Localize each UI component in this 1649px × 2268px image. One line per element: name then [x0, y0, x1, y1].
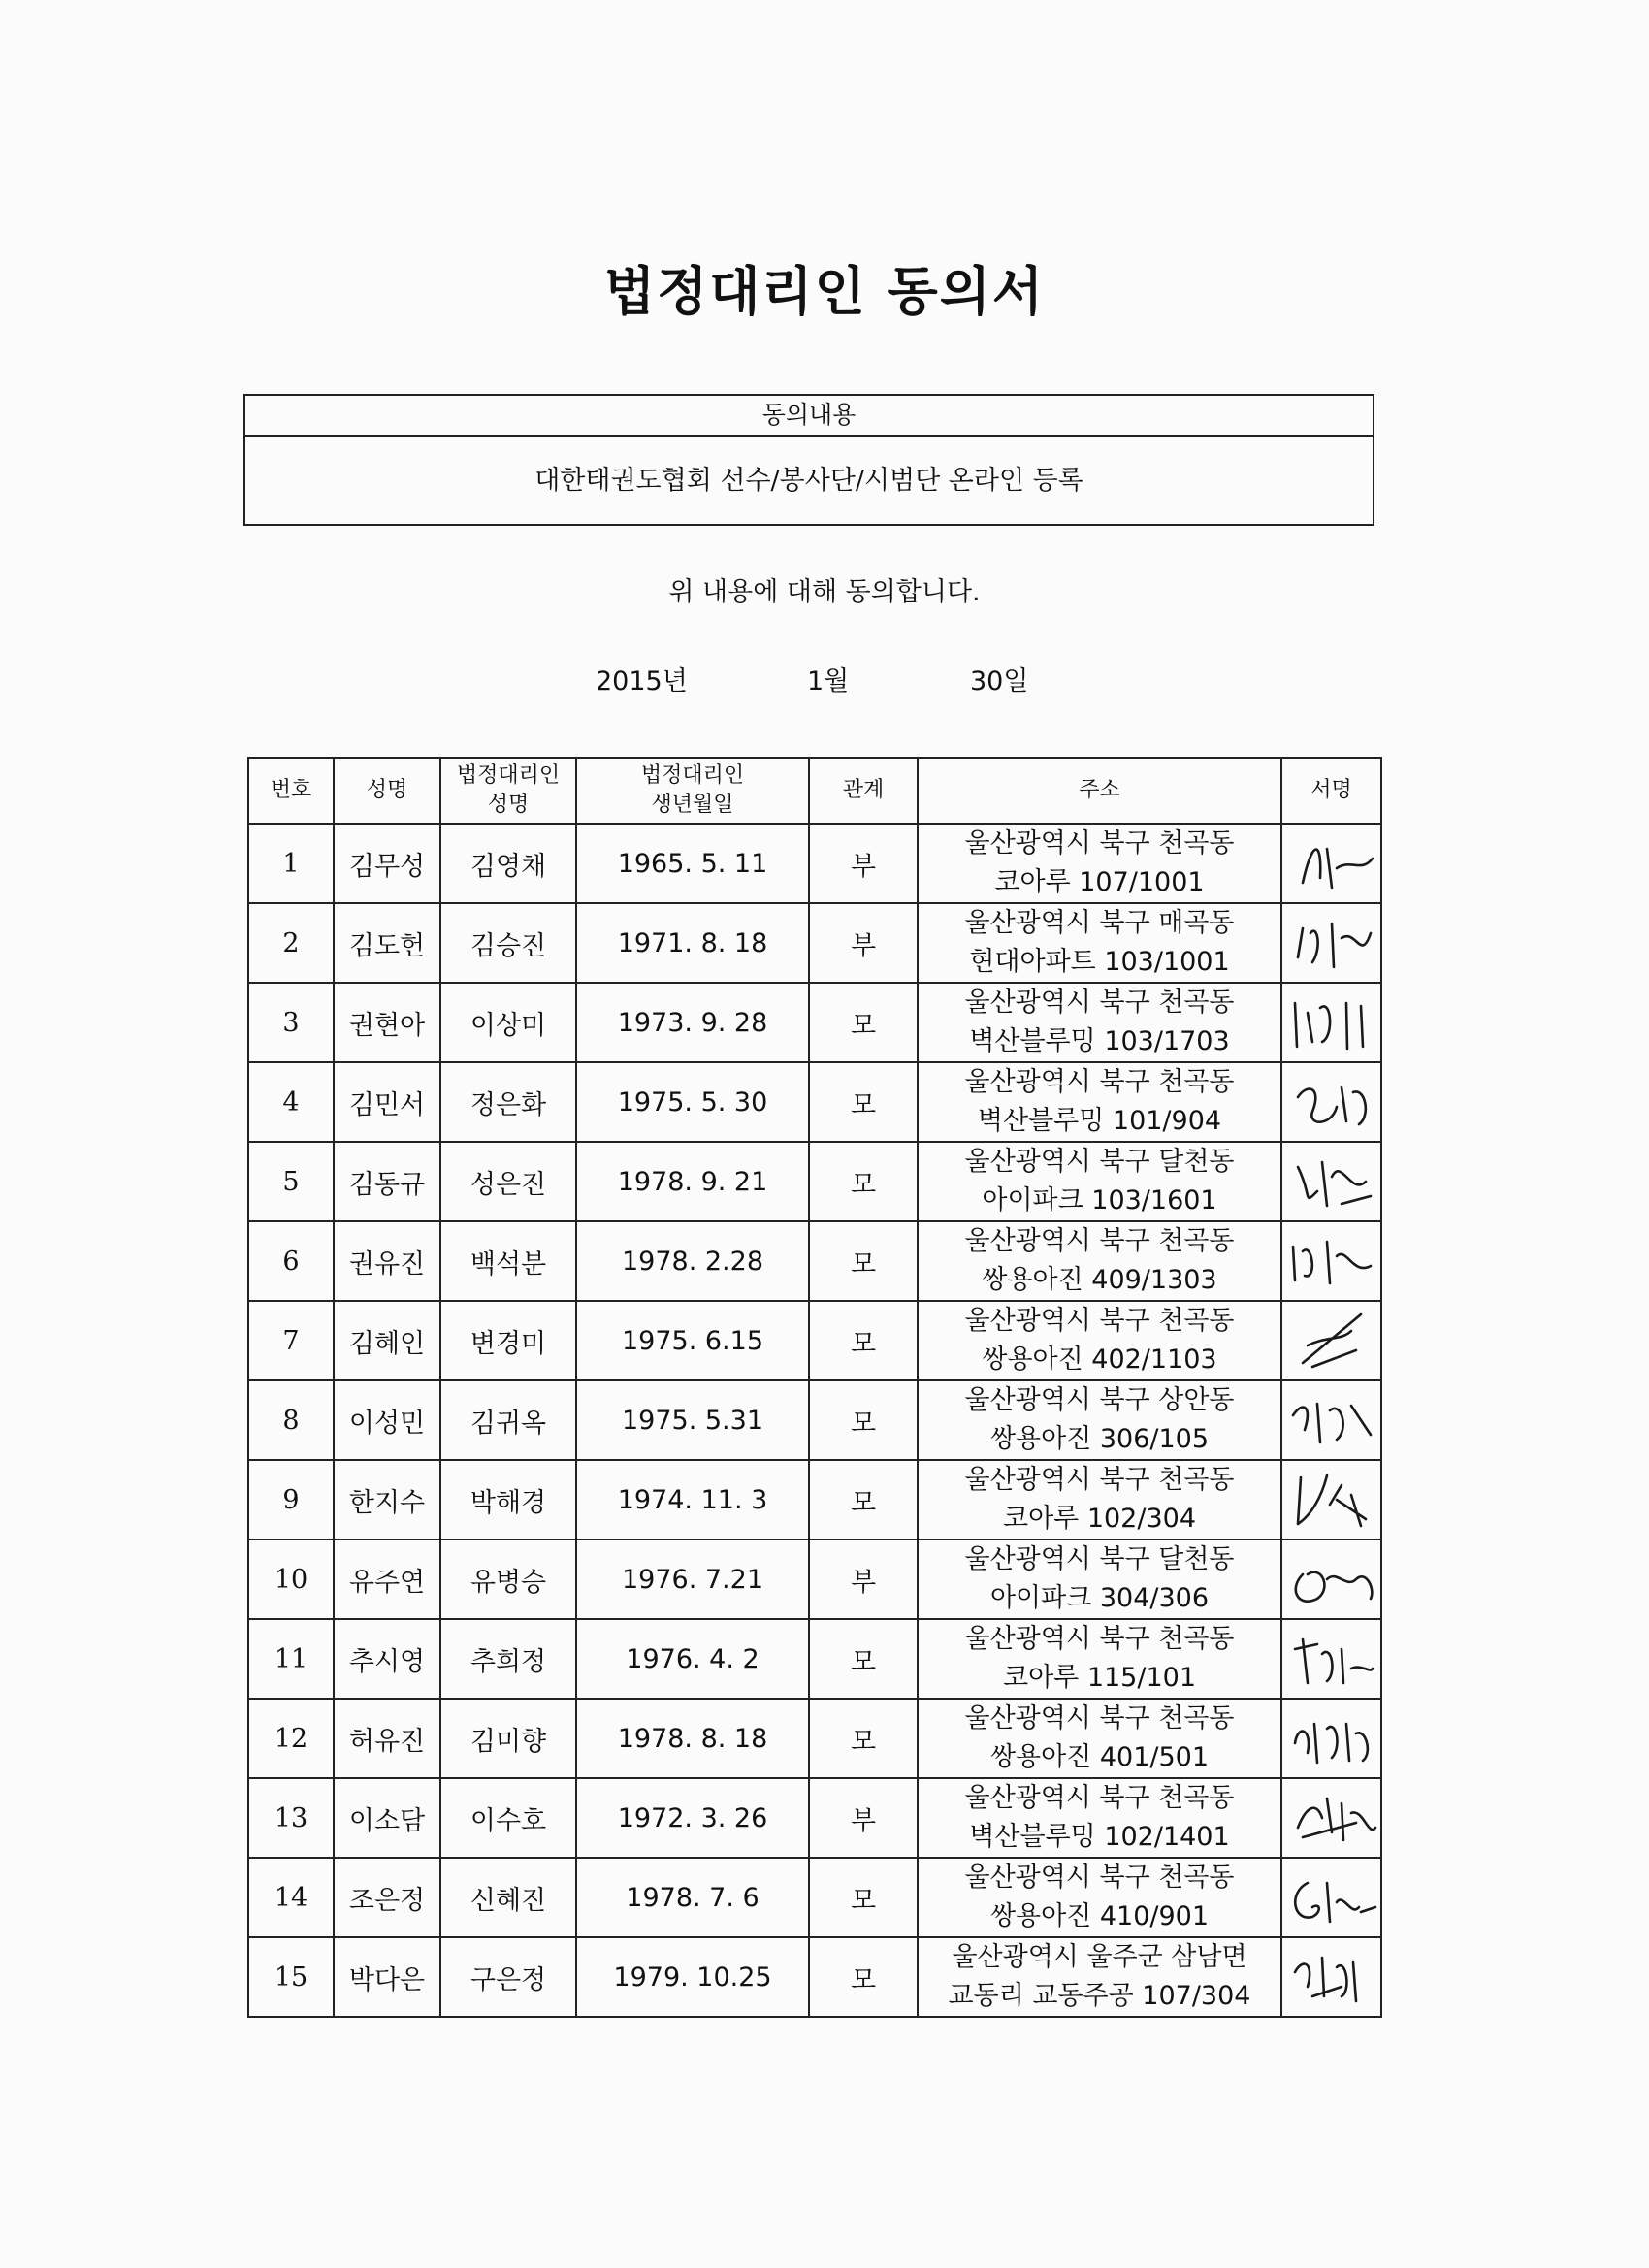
row-guardian-birth: 1971. 8. 18	[576, 903, 809, 983]
row-address-line2: 쌍용아진 409/1303	[982, 1265, 1217, 1295]
row-relation: 모	[809, 983, 918, 1062]
header-name: 성명	[334, 758, 440, 824]
guardian-table	[247, 757, 1382, 2018]
row-guardian-birth: 1975. 5. 30	[576, 1062, 809, 1142]
row-relation: 모	[809, 1221, 918, 1301]
row-guardian-name: 유병승	[440, 1539, 576, 1619]
header-guardian-name-line1: 법정대리인	[456, 763, 561, 788]
row-address-line2: 쌍용아진 401/501	[989, 1742, 1210, 1772]
row-signature	[1281, 1221, 1381, 1301]
row-guardian-name: 구은정	[440, 1937, 576, 2017]
signature-mark	[1283, 1784, 1380, 1852]
signature-mark	[1283, 1068, 1380, 1136]
table-row	[248, 824, 1381, 903]
table-body	[248, 824, 1381, 2017]
row-signature	[1281, 1539, 1381, 1619]
row-signature	[1281, 1142, 1381, 1221]
row-relation: 모	[809, 1301, 918, 1380]
row-address-line1: 울산광역시 북구 천곡동	[964, 1226, 1235, 1256]
row-address-line2: 현대아파트 103/1001	[969, 947, 1230, 977]
row-address	[918, 1062, 1281, 1142]
row-relation: 모	[809, 1380, 918, 1460]
row-address	[918, 1380, 1281, 1460]
row-signature	[1281, 1460, 1381, 1539]
row-name: 권유진	[334, 1221, 440, 1301]
row-name: 이성민	[334, 1380, 440, 1460]
row-number: 13	[248, 1778, 334, 1858]
signature-mark	[1283, 988, 1380, 1056]
row-address-line2: 벽산블루밍 101/904	[977, 1106, 1222, 1136]
row-number: 12	[248, 1699, 334, 1778]
row-address	[918, 1301, 1281, 1380]
row-address	[918, 1699, 1281, 1778]
signature-mark	[1283, 909, 1380, 977]
signature-mark	[1283, 1545, 1380, 1613]
consent-header: 동의내용	[245, 396, 1373, 437]
row-number: 8	[248, 1380, 334, 1460]
row-address-line1: 울산광역시 북구 매곡동	[964, 908, 1235, 938]
row-relation: 모	[809, 1937, 918, 2017]
row-address	[918, 1460, 1281, 1539]
row-guardian-birth: 1976. 7.21	[576, 1539, 809, 1619]
row-signature	[1281, 1858, 1381, 1937]
row-guardian-name: 추희정	[440, 1619, 576, 1699]
row-number: 11	[248, 1619, 334, 1699]
date-year: 2015년	[596, 666, 688, 697]
row-number: 3	[248, 983, 334, 1062]
row-name: 조은정	[334, 1858, 440, 1937]
signature-mark	[1283, 829, 1380, 897]
row-guardian-name: 변경미	[440, 1301, 576, 1380]
row-relation: 모	[809, 1142, 918, 1221]
row-address-line2: 코아루 107/1001	[994, 867, 1205, 897]
date-day: 30일	[970, 666, 1029, 697]
signature-mark	[1283, 1466, 1380, 1534]
header-guardian-name-line2: 성명	[487, 793, 530, 817]
row-number: 6	[248, 1221, 334, 1301]
row-relation: 부	[809, 1539, 918, 1619]
row-guardian-birth: 1973. 9. 28	[576, 983, 809, 1062]
row-guardian-birth: 1975. 5.31	[576, 1380, 809, 1460]
row-guardian-birth: 1978. 9. 21	[576, 1142, 809, 1221]
row-number: 10	[248, 1539, 334, 1619]
header-signature: 서명	[1281, 758, 1381, 824]
row-name: 김무성	[334, 824, 440, 903]
table-row	[248, 1221, 1381, 1301]
row-guardian-birth: 1974. 11. 3	[576, 1460, 809, 1539]
date-month: 1월	[807, 666, 850, 697]
row-name: 박다은	[334, 1937, 440, 2017]
table-row	[248, 1699, 1381, 1778]
row-address	[918, 1142, 1281, 1221]
row-guardian-birth: 1972. 3. 26	[576, 1778, 809, 1858]
row-signature	[1281, 824, 1381, 903]
row-guardian-birth: 1978. 2.28	[576, 1221, 809, 1301]
row-guardian-name: 김승진	[440, 903, 576, 983]
row-guardian-name: 정은화	[440, 1062, 576, 1142]
table-row	[248, 1937, 1381, 2017]
row-guardian-name: 김귀옥	[440, 1380, 576, 1460]
row-guardian-name: 백석분	[440, 1221, 576, 1301]
row-address	[918, 1221, 1281, 1301]
row-address	[918, 1539, 1281, 1619]
row-guardian-name: 이수호	[440, 1778, 576, 1858]
row-number: 14	[248, 1858, 334, 1937]
row-signature	[1281, 1062, 1381, 1142]
row-signature	[1281, 1937, 1381, 2017]
signature-mark	[1283, 1704, 1380, 1772]
signature-mark	[1283, 1227, 1380, 1295]
row-signature	[1281, 1778, 1381, 1858]
row-address	[918, 1858, 1281, 1937]
row-guardian-name: 김미향	[440, 1699, 576, 1778]
row-address-line1: 울산광역시 북구 천곡동	[964, 1306, 1235, 1336]
row-number: 1	[248, 824, 334, 903]
row-relation: 모	[809, 1858, 918, 1937]
row-name: 김동규	[334, 1142, 440, 1221]
row-name: 김도헌	[334, 903, 440, 983]
table-header-row	[248, 758, 1381, 824]
table-row	[248, 1460, 1381, 1539]
header-guardian-name	[440, 758, 576, 824]
row-address-line1: 울산광역시 북구 천곡동	[964, 1067, 1235, 1097]
row-guardian-name: 김영채	[440, 824, 576, 903]
table-row	[248, 1778, 1381, 1858]
row-name: 권현아	[334, 983, 440, 1062]
header-guardian-birth	[576, 758, 809, 824]
consent-content: 대한태권도협회 선수/봉사단/시범단 온라인 등록	[534, 466, 1083, 496]
row-relation: 부	[809, 903, 918, 983]
row-address-line2: 벽산블루밍 102/1401	[969, 1822, 1230, 1852]
row-address-line1: 울산광역시 북구 달천동	[964, 1147, 1235, 1177]
row-address-line1: 울산광역시 북구 천곡동	[964, 828, 1235, 859]
row-guardian-name: 신혜진	[440, 1858, 576, 1937]
row-address-line1: 울산광역시 북구 천곡동	[964, 988, 1235, 1018]
row-signature	[1281, 1699, 1381, 1778]
row-address-line1: 울산광역시 북구 천곡동	[964, 1863, 1235, 1893]
row-guardian-birth: 1975. 6.15	[576, 1301, 809, 1380]
row-signature	[1281, 1380, 1381, 1460]
row-address-line2: 쌍용아진 402/1103	[982, 1345, 1217, 1375]
signature-mark	[1283, 1148, 1380, 1215]
row-address-line1: 울산광역시 울주군 삼남면	[952, 1942, 1247, 1972]
row-relation: 모	[809, 1460, 918, 1539]
table-row	[248, 983, 1381, 1062]
signature-mark	[1283, 1386, 1380, 1454]
table-row	[248, 1619, 1381, 1699]
table-row	[248, 1539, 1381, 1619]
row-number: 9	[248, 1460, 334, 1539]
row-address-line1: 울산광역시 북구 상안동	[964, 1385, 1235, 1415]
row-guardian-birth: 1978. 8. 18	[576, 1699, 809, 1778]
row-guardian-birth: 1976. 4. 2	[576, 1619, 809, 1699]
row-relation: 모	[809, 1619, 918, 1699]
row-guardian-name: 이상미	[440, 983, 576, 1062]
row-address	[918, 1619, 1281, 1699]
row-address	[918, 824, 1281, 903]
row-number: 5	[248, 1142, 334, 1221]
header-relation: 관계	[809, 758, 918, 824]
row-address-line1: 울산광역시 북구 천곡동	[964, 1783, 1235, 1813]
row-address-line1: 울산광역시 북구 달천동	[964, 1544, 1235, 1574]
table-row	[248, 1142, 1381, 1221]
row-name: 추시영	[334, 1619, 440, 1699]
row-address-line2: 아이파크 304/306	[989, 1583, 1210, 1613]
row-signature	[1281, 1619, 1381, 1699]
signature-mark	[1283, 1625, 1380, 1693]
row-address-line2: 아이파크 103/1601	[982, 1185, 1217, 1215]
header-number: 번호	[248, 758, 334, 824]
page-title: 법정대리인 동의서	[603, 260, 1046, 322]
row-guardian-birth: 1978. 7. 6	[576, 1858, 809, 1937]
table-row	[248, 1858, 1381, 1937]
row-address	[918, 983, 1281, 1062]
row-signature	[1281, 903, 1381, 983]
row-number: 4	[248, 1062, 334, 1142]
signature-mark	[1283, 1863, 1380, 1931]
consent-box	[243, 394, 1374, 526]
row-address-line1: 울산광역시 북구 천곡동	[964, 1465, 1235, 1495]
row-address-line2: 교동리 교동주공 107/304	[948, 1981, 1251, 2011]
row-address	[918, 1778, 1281, 1858]
row-address-line2: 코아루 102/304	[1003, 1504, 1196, 1534]
row-guardian-name: 성은진	[440, 1142, 576, 1221]
row-relation: 모	[809, 1699, 918, 1778]
header-address: 주소	[918, 758, 1281, 824]
row-name: 유주연	[334, 1539, 440, 1619]
header-guardian-birth-line1: 법정대리인	[640, 763, 745, 788]
row-address-line1: 울산광역시 북구 천곡동	[964, 1624, 1235, 1654]
row-address-line2: 쌍용아진 306/105	[989, 1424, 1210, 1454]
row-number: 7	[248, 1301, 334, 1380]
agreement-statement: 위 내용에 대해 동의합니다.	[668, 577, 981, 607]
row-address-line2: 벽산블루밍 103/1703	[969, 1026, 1230, 1056]
row-address-line2: 코아루 115/101	[1003, 1663, 1196, 1693]
table-row	[248, 903, 1381, 983]
row-relation: 부	[809, 824, 918, 903]
row-name: 김민서	[334, 1062, 440, 1142]
row-signature	[1281, 983, 1381, 1062]
row-number: 2	[248, 903, 334, 983]
row-address	[918, 1937, 1281, 2017]
row-relation: 부	[809, 1778, 918, 1858]
row-name: 허유진	[334, 1699, 440, 1778]
table-row	[248, 1301, 1381, 1380]
row-guardian-birth: 1965. 5. 11	[576, 824, 809, 903]
row-address-line1: 울산광역시 북구 천곡동	[964, 1703, 1235, 1733]
row-name: 한지수	[334, 1460, 440, 1539]
row-number: 15	[248, 1937, 334, 2017]
row-name: 김혜인	[334, 1301, 440, 1380]
row-address-line2: 쌍용아진 410/901	[989, 1901, 1210, 1931]
row-relation: 모	[809, 1062, 918, 1142]
table-row	[248, 1062, 1381, 1142]
row-address	[918, 903, 1281, 983]
header-guardian-birth-line2: 생년월일	[651, 793, 734, 817]
row-name: 이소담	[334, 1778, 440, 1858]
row-signature	[1281, 1301, 1381, 1380]
row-guardian-birth: 1979. 10.25	[576, 1937, 809, 2017]
signature-mark	[1283, 1943, 1380, 2011]
row-guardian-name: 박해경	[440, 1460, 576, 1539]
signature-mark	[1283, 1307, 1380, 1375]
table-row	[248, 1380, 1381, 1460]
